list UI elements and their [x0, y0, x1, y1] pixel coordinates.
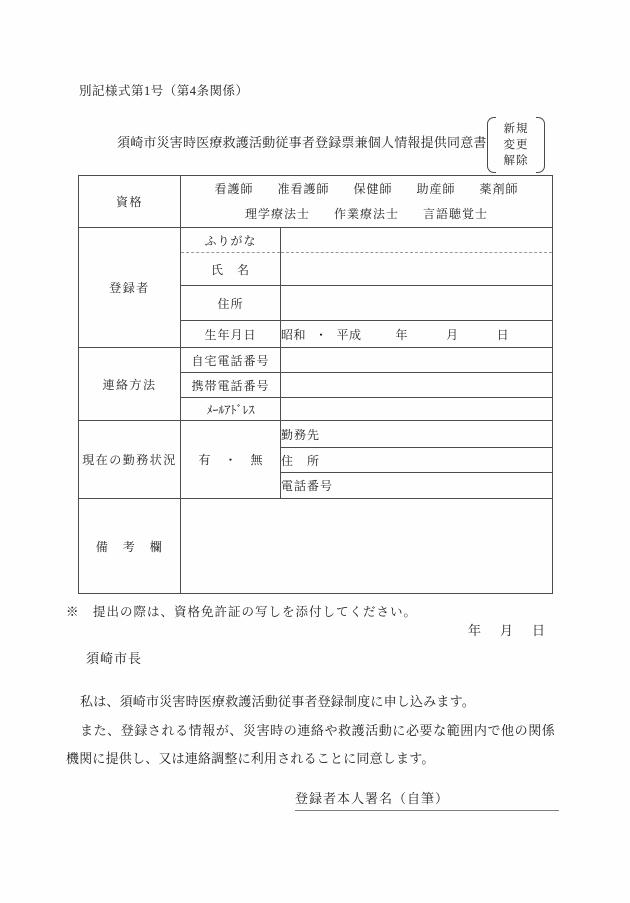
consent-paragraph-2: また、登録される情報が、災害時の連絡や救護活動に必要な範囲内で他の関係機関に提供し、又は連絡調整に利用されることに同意します。	[66, 722, 555, 766]
registration-option-cancel[interactable]: 解除	[503, 155, 529, 167]
remarks-input[interactable]	[181, 499, 553, 594]
birthdate-label: 生年月日	[181, 321, 281, 348]
address-input[interactable]	[281, 286, 553, 321]
home-phone-input[interactable]	[281, 348, 553, 373]
era-option-heisei[interactable]: 平成	[336, 327, 362, 342]
remarks-label: 備 考 欄	[79, 499, 181, 594]
email-label: ﾒｰﾙｱﾄﾞﾚｽ	[181, 398, 281, 421]
workplace-address-input[interactable]	[320, 452, 552, 469]
registration-type-bracket	[487, 117, 545, 173]
unit-month: 月	[446, 327, 459, 342]
consent-paragraph-1: 私は、須崎市災害時医療救護活動従事者登録制度に申し込みます。	[80, 694, 475, 709]
email-input[interactable]	[281, 398, 553, 421]
era-separator: ・	[315, 327, 328, 342]
name-input[interactable]	[281, 253, 553, 286]
workplace-address-label: 住 所	[281, 453, 321, 468]
workplace-address-cell	[281, 448, 553, 473]
signature-line[interactable]: 登録者本人署名（自筆）	[295, 788, 559, 811]
workplace-input[interactable]	[320, 426, 552, 443]
qualification-option[interactable]: 助産師	[416, 181, 456, 196]
form-number: 別記様式第1号（第4条関係）	[79, 84, 249, 98]
table-row	[79, 499, 553, 594]
name-label: 氏 名	[181, 253, 281, 286]
furigana-input[interactable]	[281, 228, 553, 253]
mobile-phone-label: 携帯電話番号	[181, 373, 281, 398]
workplace-label: 勤務先	[281, 427, 321, 442]
employment-status-separator: ・	[224, 453, 237, 467]
employment-status-options	[181, 421, 281, 499]
registration-option-change[interactable]: 変更	[503, 139, 529, 151]
form-table	[78, 175, 553, 594]
date-fill-in[interactable]: 年 月 日	[467, 623, 548, 638]
workplace-phone-input[interactable]	[333, 477, 552, 494]
table-row	[79, 421, 553, 448]
consent-text	[66, 688, 555, 774]
qualification-option[interactable]: 看護師	[214, 181, 254, 196]
qualification-option[interactable]: 作業療法士	[333, 206, 399, 221]
workplace-cell	[281, 421, 553, 448]
mobile-phone-input[interactable]	[281, 373, 553, 398]
registration-option-new[interactable]: 新規	[503, 123, 529, 135]
era-option-showa[interactable]: 昭和	[281, 327, 307, 342]
addressee: 須崎市長	[86, 651, 143, 666]
furigana-label: ふりがな	[181, 228, 281, 253]
table-row	[79, 228, 553, 253]
workplace-phone-cell	[281, 473, 553, 499]
employment-option-no[interactable]: 無	[250, 453, 263, 467]
address-label: 住所	[181, 286, 281, 321]
qualification-option[interactable]: 言語聴覚士	[423, 206, 489, 221]
qualification-option[interactable]: 保健師	[353, 181, 393, 196]
birthdate-input[interactable]	[281, 321, 553, 348]
contact-label: 連絡方法	[79, 348, 181, 421]
employment-label: 現在の勤務状況	[79, 421, 181, 499]
qualification-label: 資格	[79, 176, 181, 228]
qualification-option[interactable]: 准看護師	[277, 181, 330, 196]
registrant-label: 登録者	[79, 228, 181, 348]
qualification-options-cell	[181, 176, 553, 228]
unit-year: 年	[395, 327, 409, 342]
employment-option-yes[interactable]: 有	[198, 453, 211, 467]
home-phone-label: 自宅電話番号	[181, 348, 281, 373]
qualification-option[interactable]: 薬剤師	[479, 181, 519, 196]
workplace-phone-label: 電話番号	[281, 479, 334, 493]
table-row	[79, 176, 553, 228]
page-title: 須崎市災害時医療救護活動従事者登録票兼個人情報提供同意書	[117, 135, 487, 150]
unit-day: 日	[496, 327, 510, 342]
qualification-option[interactable]: 理学療法士	[244, 206, 310, 221]
attachment-note: ※ 提出の際は、資格免許証の写しを添付してください。	[66, 605, 418, 619]
table-row	[79, 348, 553, 373]
